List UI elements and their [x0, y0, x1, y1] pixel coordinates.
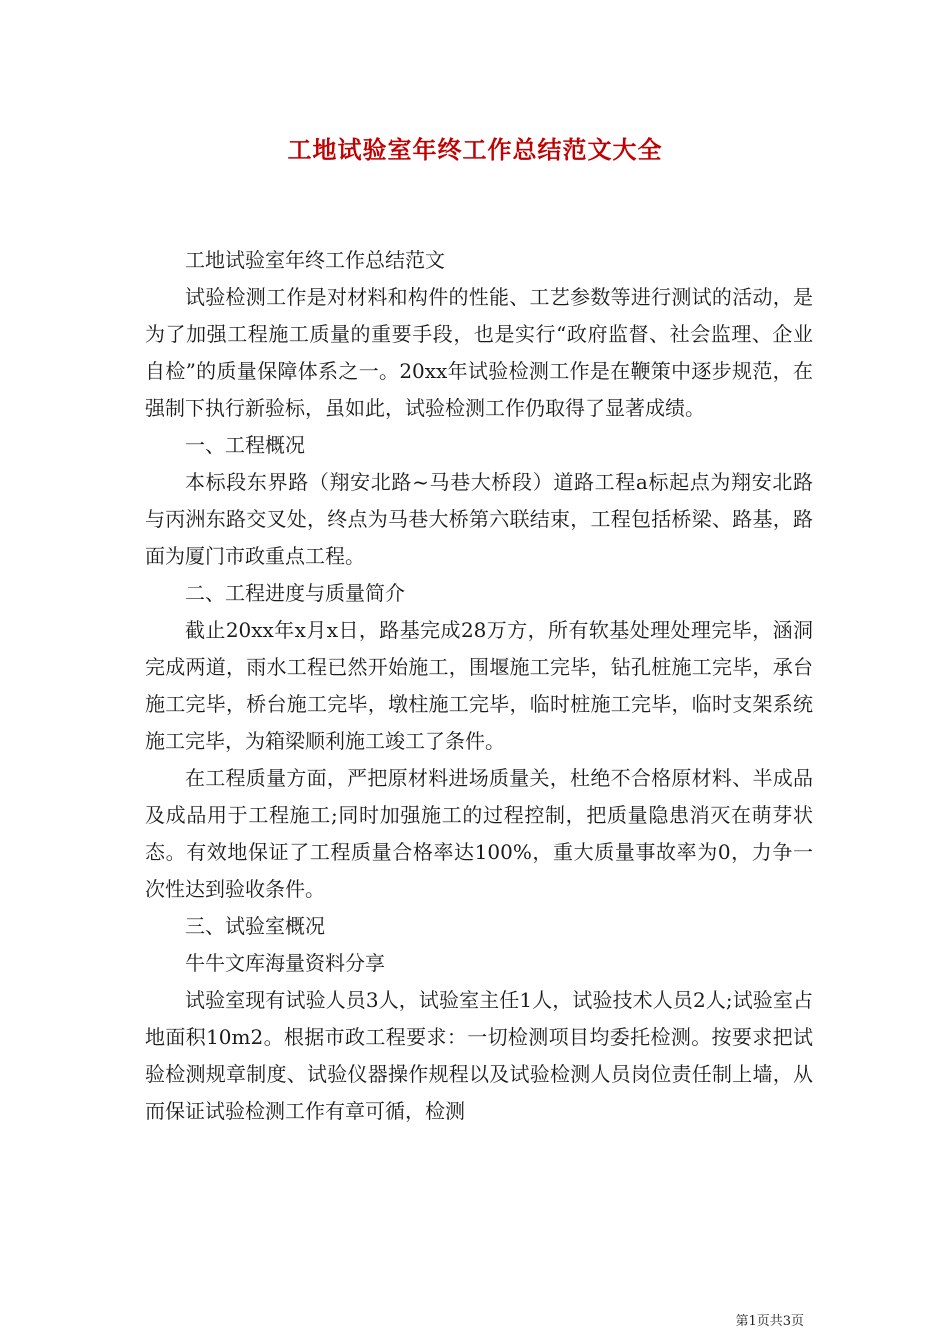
section-heading-3: 三、试验室概况 [185, 914, 325, 938]
section-heading-2: 二、工程进度与质量简介 [185, 581, 405, 605]
paragraph-lab-overview: 试验室现有试验人员3人，试验室主任1人，试验技术人员2人;试验室占地面积10m2。根据市政工程要求：一切检测项目均委托检测。按要求把试验检测规章制度、试验仪器操作规程以及试验检测人员岗位责任制上墙，从而保证试验检测工作有章可循，检测 [145, 988, 813, 1123]
page-number-footer: 第1页共3页 [735, 1314, 804, 1329]
section-heading-1: 一、工程概况 [185, 433, 305, 457]
paragraph-intro: 试验检测工作是对材料和构件的性能、工艺参数等进行测试的活动，是为了加强工程施工质量的重要手段，也是实行“政府监督、社会监理、企业自检”的质量保障体系之一。20xx年试验检测工作是在鞭策中逐步规范，在强制下执行新验标，虽如此，试验检测工作仍取得了显著成绩。 [145, 285, 813, 420]
document-body [145, 242, 813, 1130]
document-subtitle: 工地试验室年终工作总结范文 [185, 248, 445, 272]
paragraph-quality: 在工程质量方面，严把原材料进场质量关，杜绝不合格原材料、半成品及成品用于工程施工;同时加强施工的过程控制，把质量隐患消灭在萌芽状态。有效地保证了工程质量合格率达100%，重大质量事故率为0，力争一次性达到验收条件。 [145, 766, 813, 901]
page-title: 工地试验室年终工作总结范文大全 [287, 136, 663, 164]
paragraph-project-overview: 本标段东界路（翔安北路~马巷大桥段）道路工程a标起点为翔安北路与丙洲东路交叉处，终点为马巷大桥第六联结束，工程包括桥梁、路基，路面为厦门市政重点工程。 [145, 470, 813, 568]
paragraph-progress: 截止20xx年x月x日，路基完成28万方，所有软基处理处理完毕，涵洞完成两道，雨水工程已然开始施工，围堰施工完毕，钻孔桩施工完毕，承台施工完毕，桥台施工完毕，墩柱施工完毕，临时桩施工完毕，临时支架系统施工完毕，为箱梁顺利施工竣工了条件。 [145, 618, 813, 753]
paragraph-watermark-line: 牛牛文库海量资料分享 [185, 951, 385, 975]
